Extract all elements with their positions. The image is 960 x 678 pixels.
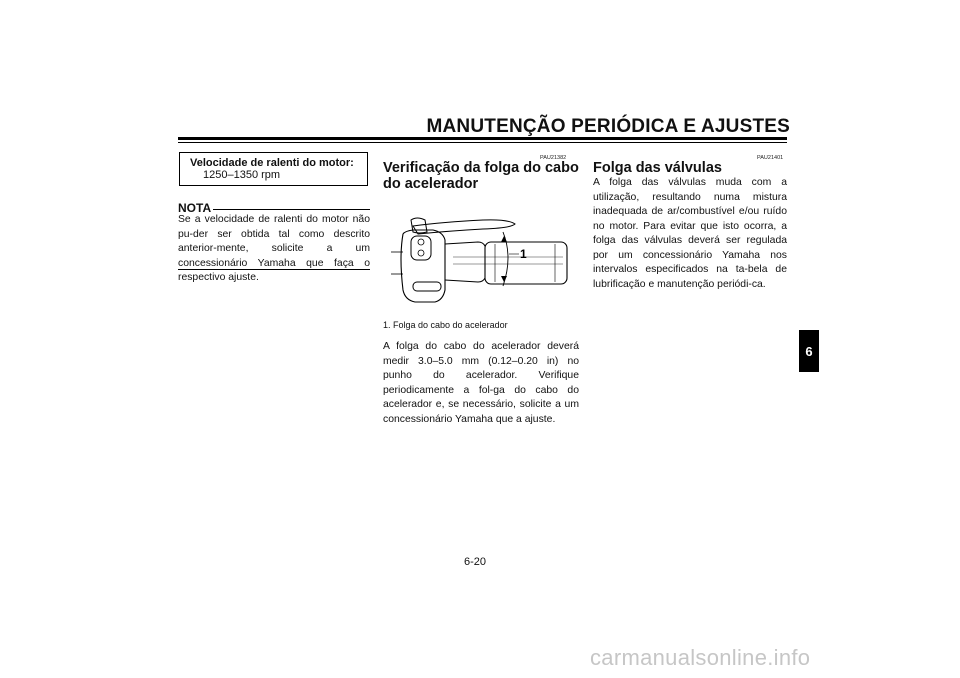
page-title: MANUTENÇÃO PERIÓDICA E AJUSTES [426,116,790,137]
figure-callout-1: 1 [520,247,527,261]
note-rule-bottom [178,269,370,270]
page-number: 6-20 [464,556,487,568]
section-text-throttle: A folga do cabo do acelerador deverá medir 3.0–5.0 mm (0.12–0.20 in) no punho do acelerador. Verifique periodicamente a fol-ga do cabo do acelerador e, se necessário, solicite a um concessionário Yamaha que a ajuste. [383,341,579,425]
section-title-throttle: Verificação da folga do cabo do acelerador [383,160,579,192]
section-code-valves: PAU21401 [757,155,784,161]
figure-caption: 1. Folga do cabo do acelerador [383,320,508,330]
chapter-tab: 6 [799,330,819,372]
section-text-valves: A folga das válvulas muda com a utilização, resultando numa mistura inadequada de ar/combustível e/ou ruído no motor. Para evitar que isto ocorra, a folga das válvulas deverá ser regulada por um concessionário Yamaha nos intervalos especificados na ta-bela de lubrificação e manutenção periódi-ca. [593,177,787,290]
throttle-grip-illustration [383,212,579,312]
spec-label: Velocidade de ralenti do motor: [190,157,354,169]
section-title-valves: Folga das válvulas [593,160,722,176]
header-rule-thick [178,137,787,140]
section-code: PAU21382 [540,155,567,161]
header-rule-thin [178,142,787,143]
note-rule-top [213,209,370,210]
note-text: Se a velocidade de ralenti do motor não pu-der ser obtida tal como descrito anterior-mente, solicite a um concessionário Yamaha que faça o respectivo ajuste. [178,214,370,283]
spec-value: 1250–1350 rpm [203,169,281,181]
note-label: NOTA [178,201,212,215]
watermark: carmanualsonline.info [590,645,811,670]
